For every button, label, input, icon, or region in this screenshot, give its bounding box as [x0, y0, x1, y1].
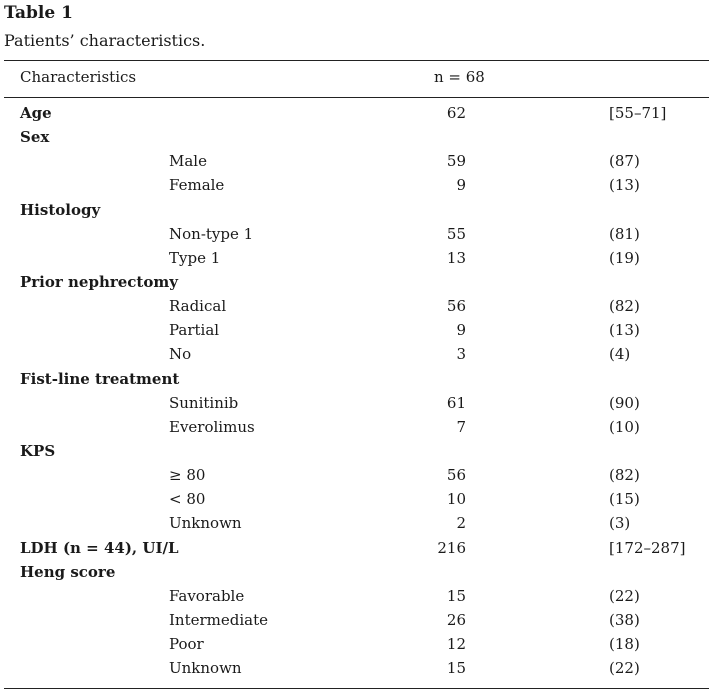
table-caption: Patients’ characteristics. [4, 31, 206, 50]
row-value: 12 [446, 635, 466, 654]
row-heading: Fist-line treatment [20, 369, 180, 388]
row-value: 7 [456, 417, 466, 436]
table-row [0, 272, 717, 296]
row-value: 62 [446, 104, 466, 122]
row-value: 26 [446, 610, 466, 629]
row-extra: (90) [609, 393, 640, 412]
table-row [0, 296, 717, 320]
table-row [0, 634, 717, 658]
table-row [0, 586, 717, 610]
row-extra: (4) [609, 345, 631, 364]
table-body [0, 103, 717, 682]
row-extra: (81) [609, 224, 640, 243]
row-value: 9 [456, 176, 466, 195]
table-row [0, 610, 717, 634]
row-heading: Prior nephrectomy [20, 272, 178, 291]
row-sublabel: Radical [169, 297, 227, 316]
row-sublabel: ≥ 80 [169, 466, 206, 485]
row-extra: (3) [609, 514, 631, 533]
table-row [0, 538, 717, 562]
row-sublabel: No [169, 345, 192, 364]
column-header-n: n = 68 [434, 68, 485, 86]
table-row [0, 344, 717, 368]
row-extra: (18) [609, 635, 640, 654]
table-row [0, 513, 717, 537]
row-heading: Sex [20, 128, 50, 147]
table-row [0, 489, 717, 513]
row-heading: KPS [20, 441, 56, 460]
top-rule [4, 60, 709, 61]
row-value: 56 [446, 297, 466, 316]
row-extra: (87) [609, 152, 640, 171]
row-value: 61 [446, 393, 466, 412]
table-row [0, 658, 717, 682]
row-extra: (38) [609, 610, 640, 629]
row-value: 2 [456, 514, 466, 533]
table-row [0, 200, 717, 224]
table-row [0, 320, 717, 344]
row-sublabel: Everolimus [169, 417, 255, 436]
table-row [0, 175, 717, 199]
table-row [0, 369, 717, 393]
row-value: 59 [446, 152, 466, 171]
table-row [0, 224, 717, 248]
row-value: 9 [456, 321, 466, 340]
table-row [0, 103, 717, 127]
row-extra: [172–287] [609, 538, 686, 557]
header-rule [4, 97, 709, 98]
table-row [0, 562, 717, 586]
table-row [0, 417, 717, 441]
row-sublabel: Favorable [169, 586, 245, 605]
table-row [0, 151, 717, 175]
row-extra: (19) [609, 248, 640, 267]
row-sublabel: Sunitinib [169, 393, 239, 412]
row-sublabel: Female [169, 176, 225, 195]
row-value: 13 [446, 248, 466, 267]
table-row [0, 248, 717, 272]
row-heading: Histology [20, 200, 101, 219]
row-extra: (22) [609, 586, 640, 605]
row-heading: Age [20, 104, 52, 122]
row-sublabel: Intermediate [169, 610, 269, 629]
row-value: 15 [446, 659, 466, 678]
table-row [0, 393, 717, 417]
row-sublabel: Type 1 [169, 248, 221, 267]
row-extra: (10) [609, 417, 640, 436]
row-sublabel: < 80 [169, 490, 206, 509]
table-row [0, 441, 717, 465]
row-sublabel: Poor [169, 635, 204, 654]
row-extra: [55–71] [609, 104, 667, 122]
table-row [0, 465, 717, 489]
row-sublabel: Non-type 1 [169, 224, 254, 243]
row-sublabel: Unknown [169, 514, 242, 533]
row-heading: Heng score [20, 562, 116, 581]
row-sublabel: Unknown [169, 659, 242, 678]
table-row [0, 127, 717, 151]
row-sublabel: Male [169, 152, 207, 171]
bottom-rule [4, 688, 709, 689]
row-value: 10 [446, 490, 466, 509]
row-value: 15 [446, 586, 466, 605]
row-sublabel: Partial [169, 321, 220, 340]
row-value: 56 [446, 466, 466, 485]
table-title: Table 1 [4, 3, 73, 23]
row-extra: (13) [609, 176, 640, 195]
row-heading: LDH (n = 44), UI/L [20, 538, 179, 557]
row-extra: (82) [609, 297, 640, 316]
row-value: 55 [446, 224, 466, 243]
row-extra: (82) [609, 466, 640, 485]
row-value: 3 [456, 345, 466, 364]
row-value: 216 [437, 538, 466, 557]
row-extra: (15) [609, 490, 640, 509]
row-extra: (13) [609, 321, 640, 340]
column-header-characteristics: Characteristics [20, 68, 137, 86]
row-extra: (22) [609, 659, 640, 678]
